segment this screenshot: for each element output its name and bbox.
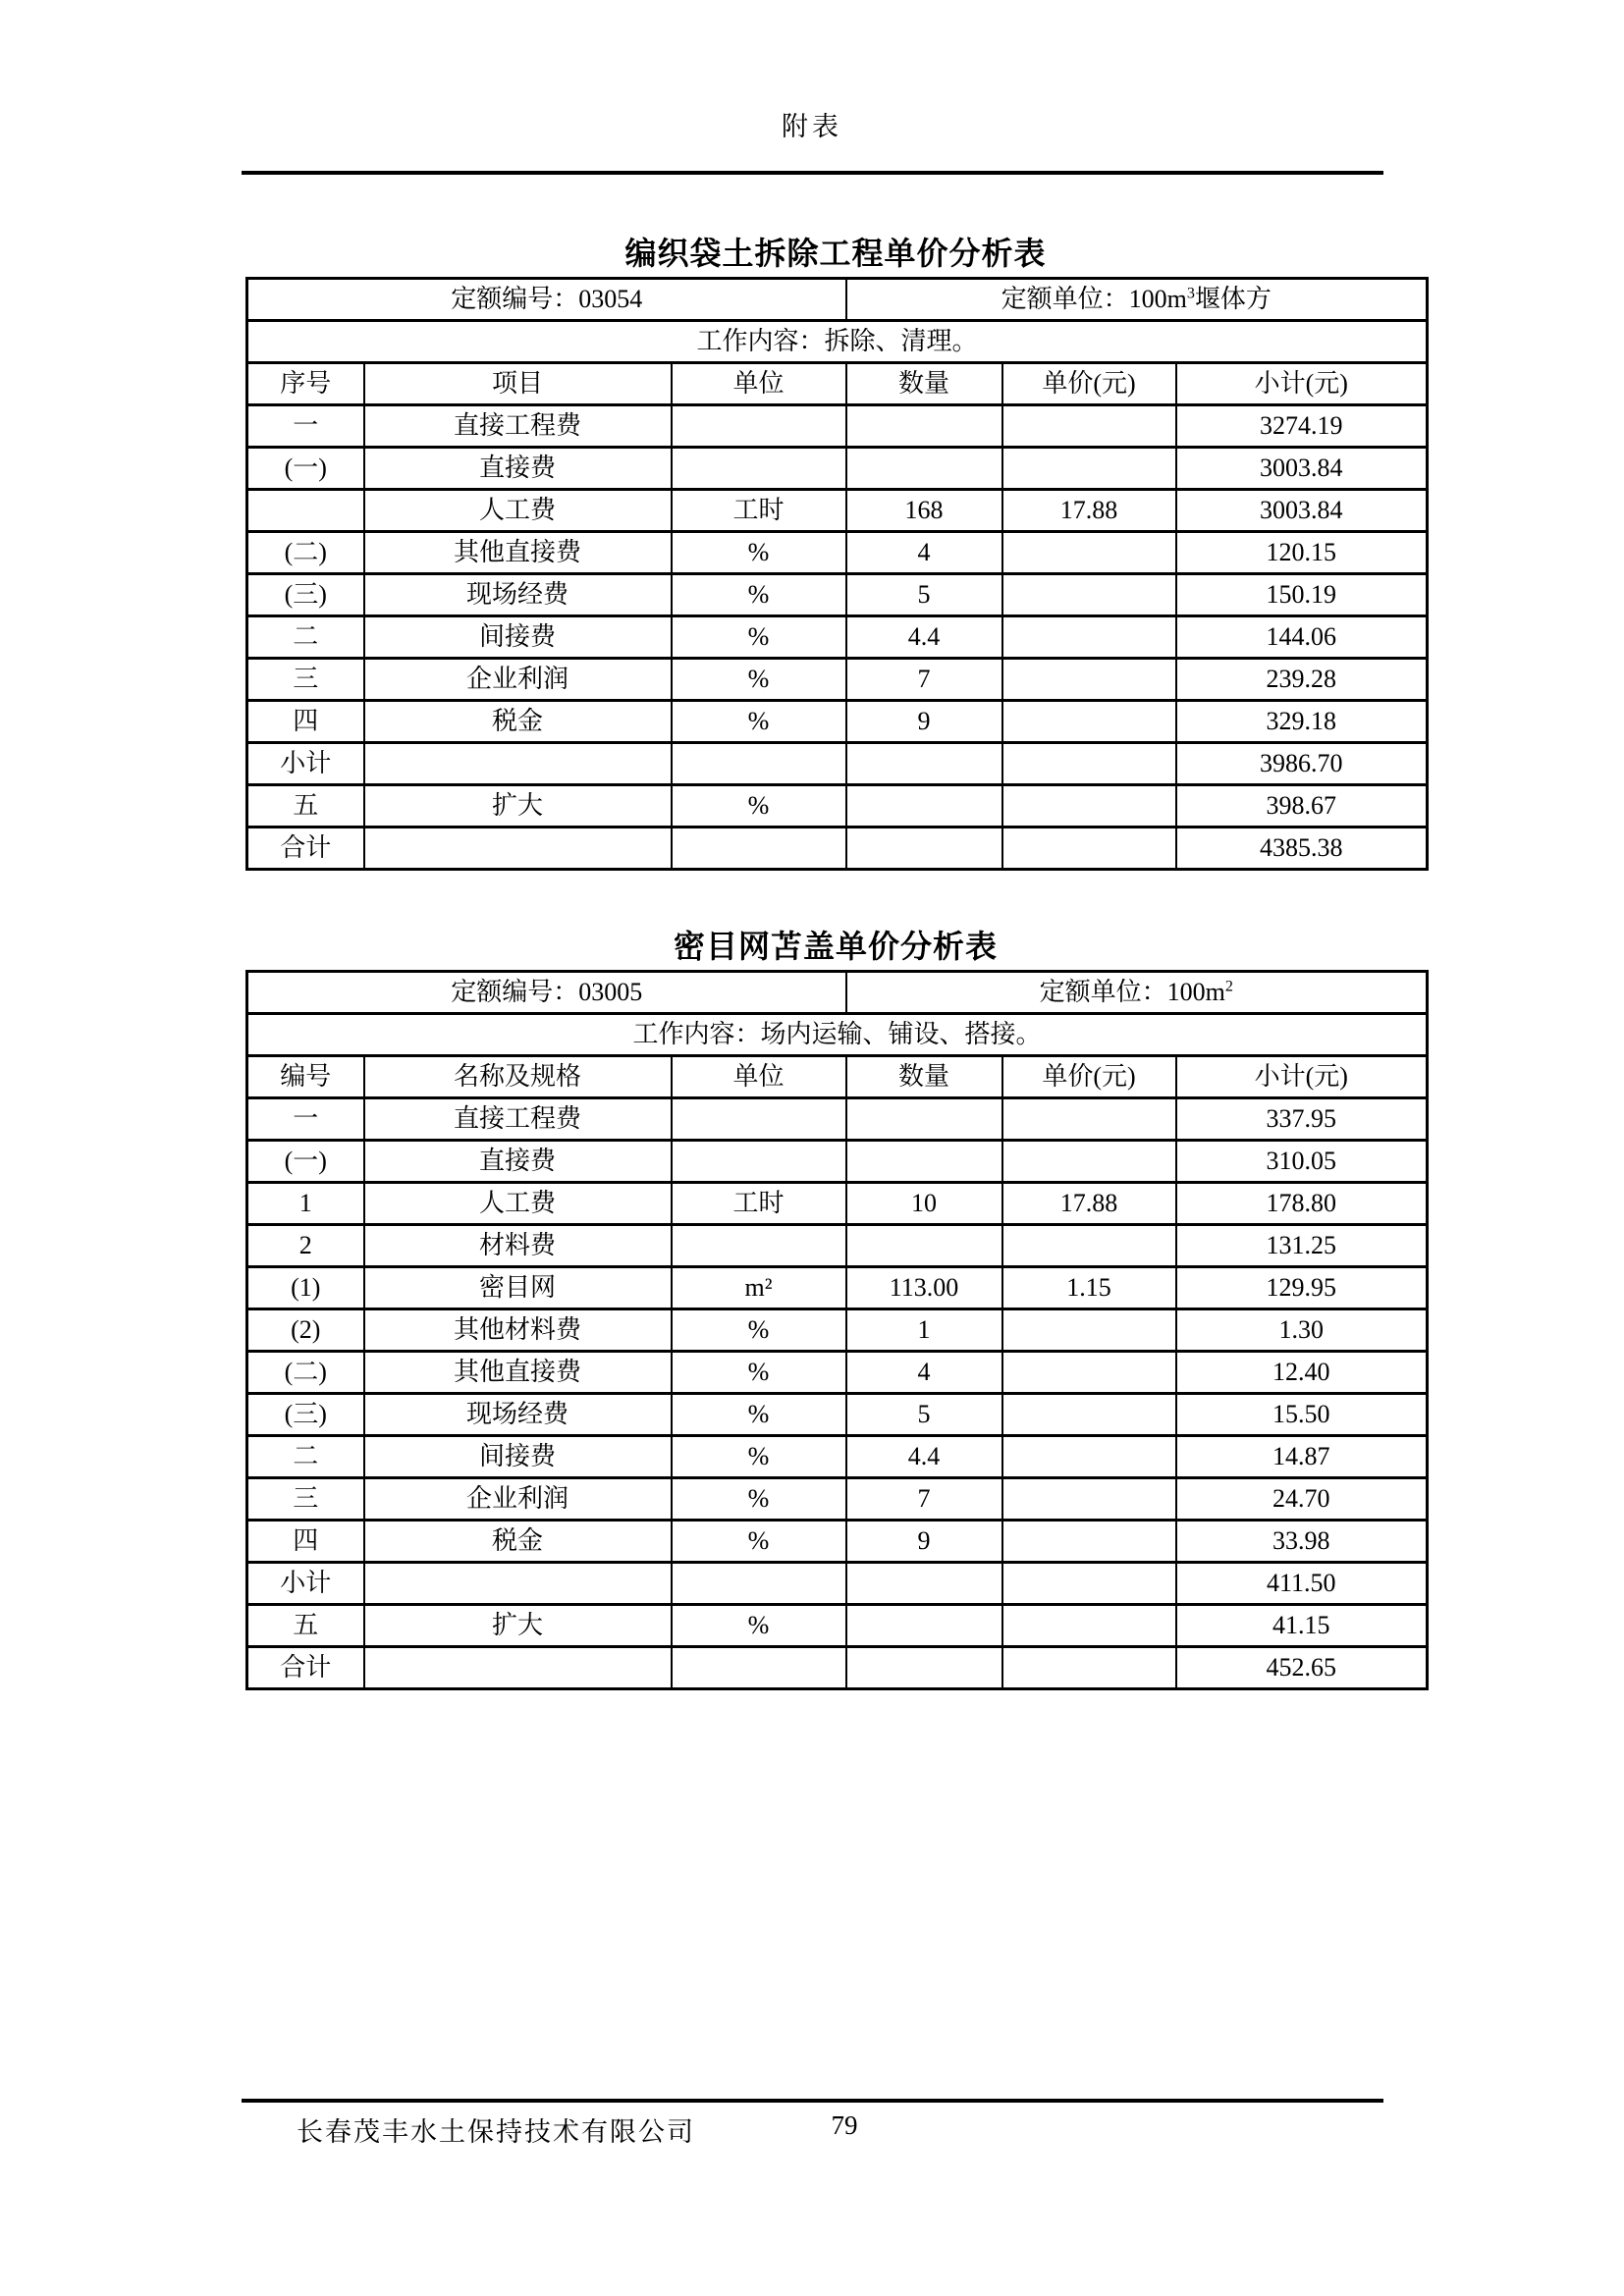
- quota-number-label: 定额编号：: [451, 285, 579, 313]
- table-cell: [1002, 1605, 1176, 1647]
- work-content-value: 场内运输、铺设、搭接。: [760, 1020, 1042, 1048]
- table-cell: [846, 1225, 1002, 1267]
- table-cell: [846, 1647, 1002, 1689]
- quota-meta-row: [247, 972, 1428, 1014]
- table-cell: 三: [247, 1478, 364, 1521]
- table-cell: %: [672, 701, 846, 743]
- table-row: [247, 1183, 1428, 1225]
- table-cell: [672, 1647, 846, 1689]
- table-cell: %: [672, 1521, 846, 1563]
- table-cell: 168: [846, 490, 1002, 532]
- page-header: [0, 112, 1624, 141]
- table-cell: 其他材料费: [364, 1309, 672, 1352]
- table-cell: [364, 743, 672, 785]
- work-content-row: [247, 1014, 1428, 1056]
- table-cell: 人工费: [364, 490, 672, 532]
- table-cell: [1002, 1098, 1176, 1141]
- table-cell: 直接工程费: [364, 405, 672, 448]
- table-cell: 411.50: [1176, 1563, 1428, 1605]
- footer-company-name: 长春茂丰水土保持技术有限公司: [297, 2117, 695, 2147]
- table-cell: 五: [247, 1605, 364, 1647]
- footer-rule: [242, 2099, 1383, 2103]
- quota-unit-value: 100m: [1166, 978, 1225, 1006]
- table-cell: 一: [247, 1098, 364, 1141]
- table-cell: 小计: [247, 1563, 364, 1605]
- table-cell: [1002, 532, 1176, 574]
- table-cell: 131.25: [1176, 1225, 1428, 1267]
- table-cell: (二): [247, 1352, 364, 1394]
- table-cell: 1: [846, 1309, 1002, 1352]
- table-cell: 15.50: [1176, 1394, 1428, 1436]
- table-cell: 3986.70: [1176, 743, 1428, 785]
- table-cell: 337.95: [1176, 1098, 1428, 1141]
- table-cell: 税金: [364, 701, 672, 743]
- table-cell: %: [672, 1352, 846, 1394]
- table-cell: [846, 785, 1002, 828]
- table-cell: 7: [846, 659, 1002, 701]
- table-cell: (一): [247, 448, 364, 490]
- quota-unit-cell: [846, 279, 1428, 321]
- table-cell: [672, 1098, 846, 1141]
- table-row: [247, 405, 1428, 448]
- table-row: [247, 1309, 1428, 1352]
- table-cell: 合计: [247, 828, 364, 870]
- work-content-label: 工作内容：: [696, 327, 825, 355]
- table-cell: 二: [247, 1436, 364, 1478]
- table-cell: 144.06: [1176, 616, 1428, 659]
- table-cell: 2: [247, 1225, 364, 1267]
- work-content-label: 工作内容：: [632, 1020, 761, 1048]
- unit-price-analysis-table-1: [245, 277, 1429, 871]
- table-cell: 直接工程费: [364, 1098, 672, 1141]
- table-cell: 329.18: [1176, 701, 1428, 743]
- quota-unit-superscript: 2: [1224, 978, 1233, 995]
- table-cell: 41.15: [1176, 1605, 1428, 1647]
- work-content-value: 拆除、清理。: [824, 327, 978, 355]
- table-cell: [1002, 785, 1176, 828]
- table-cell: [1002, 1352, 1176, 1394]
- table-row: [247, 1267, 1428, 1309]
- table-cell: [364, 1647, 672, 1689]
- table-cell: [672, 1563, 846, 1605]
- table-cell: [1002, 1521, 1176, 1563]
- table-cell: 150.19: [1176, 574, 1428, 616]
- table-cell: 9: [846, 701, 1002, 743]
- table-cell: 33.98: [1176, 1521, 1428, 1563]
- table-cell: 5: [846, 574, 1002, 616]
- table-cell: [846, 405, 1002, 448]
- table-cell: 14.87: [1176, 1436, 1428, 1478]
- table-cell: (2): [247, 1309, 364, 1352]
- quota-number-value: 03005: [578, 978, 643, 1006]
- table-cell: %: [672, 659, 846, 701]
- table-cell: (二): [247, 532, 364, 574]
- table2-title: 密目网苫盖单价分析表: [673, 929, 998, 964]
- table-cell: %: [672, 785, 846, 828]
- table-cell: 一: [247, 405, 364, 448]
- table-cell: (一): [247, 1141, 364, 1183]
- table-cell: %: [672, 1478, 846, 1521]
- table-cell: [1002, 1141, 1176, 1183]
- table-cell: 4.4: [846, 1436, 1002, 1478]
- table-cell: %: [672, 616, 846, 659]
- quota-meta-row: [247, 279, 1428, 321]
- table-cell: 工时: [672, 1183, 846, 1225]
- table-cell: 扩大: [364, 785, 672, 828]
- table-cell: %: [672, 1605, 846, 1647]
- table1-title: 编织袋土拆除工程单价分析表: [624, 236, 1047, 271]
- table-cell: (三): [247, 574, 364, 616]
- table-row: [247, 1352, 1428, 1394]
- table-cell: 452.65: [1176, 1647, 1428, 1689]
- table-cell: 129.95: [1176, 1267, 1428, 1309]
- column-header: 数量: [846, 363, 1002, 405]
- column-header: 数量: [846, 1056, 1002, 1098]
- table-cell: 现场经费: [364, 1394, 672, 1436]
- table-cell: 398.67: [1176, 785, 1428, 828]
- table-cell: %: [672, 1436, 846, 1478]
- quota-unit-label: 定额单位：: [1001, 285, 1129, 313]
- table-cell: 小计: [247, 743, 364, 785]
- table-cell: [1002, 448, 1176, 490]
- table-cell: 310.05: [1176, 1141, 1428, 1183]
- table-cell: [364, 828, 672, 870]
- table-row: [247, 1098, 1428, 1141]
- column-header: 单价(元): [1002, 363, 1176, 405]
- table-cell: 10: [846, 1183, 1002, 1225]
- table-cell: 3274.19: [1176, 405, 1428, 448]
- column-header: 单位: [672, 363, 846, 405]
- table-row: [247, 616, 1428, 659]
- table-cell: [247, 490, 364, 532]
- table-cell: 五: [247, 785, 364, 828]
- table-cell: 现场经费: [364, 574, 672, 616]
- table-cell: 工时: [672, 490, 846, 532]
- table-cell: 直接费: [364, 448, 672, 490]
- table-cell: [1002, 616, 1176, 659]
- table-cell: [672, 1141, 846, 1183]
- table-cell: [672, 405, 846, 448]
- quota-number-label: 定额编号：: [451, 978, 579, 1006]
- table-cell: %: [672, 1309, 846, 1352]
- table-cell: 4: [846, 1352, 1002, 1394]
- table-cell: [1002, 659, 1176, 701]
- table-cell: 17.88: [1002, 1183, 1176, 1225]
- table-row: [247, 701, 1428, 743]
- table-row: [247, 828, 1428, 870]
- table-cell: [846, 743, 1002, 785]
- table-cell: [846, 1563, 1002, 1605]
- table1-body: [247, 405, 1428, 870]
- table-row: [247, 785, 1428, 828]
- table-cell: 材料费: [364, 1225, 672, 1267]
- quota-number-cell: [247, 972, 846, 1014]
- quota-unit-label: 定额单位：: [1039, 978, 1167, 1006]
- table-cell: [1002, 1647, 1176, 1689]
- table-cell: 其他直接费: [364, 1352, 672, 1394]
- table-cell: (1): [247, 1267, 364, 1309]
- table-cell: [846, 1098, 1002, 1141]
- table-cell: 密目网: [364, 1267, 672, 1309]
- table-row: [247, 1225, 1428, 1267]
- header-rule: [242, 171, 1383, 175]
- table-cell: 17.88: [1002, 490, 1176, 532]
- table-row: [247, 1478, 1428, 1521]
- table-cell: [672, 1225, 846, 1267]
- table-row: [247, 1141, 1428, 1183]
- table-cell: [1002, 1225, 1176, 1267]
- table-cell: %: [672, 574, 846, 616]
- table-cell: 企业利润: [364, 1478, 672, 1521]
- table-cell: 二: [247, 616, 364, 659]
- table-cell: 三: [247, 659, 364, 701]
- table-cell: [846, 448, 1002, 490]
- table-cell: 四: [247, 1521, 364, 1563]
- table-cell: [1002, 1478, 1176, 1521]
- table-cell: [1002, 405, 1176, 448]
- table-row: [247, 532, 1428, 574]
- table-cell: 4: [846, 532, 1002, 574]
- table-cell: m²: [672, 1267, 846, 1309]
- quota-unit-suffix: 堰体方: [1194, 285, 1272, 313]
- work-content-cell: [247, 1014, 1428, 1056]
- table-cell: 合计: [247, 1647, 364, 1689]
- table-row: [247, 574, 1428, 616]
- column-header-row: [247, 363, 1428, 405]
- column-header: 项目: [364, 363, 672, 405]
- table-cell: 113.00: [846, 1267, 1002, 1309]
- table-row: [247, 1563, 1428, 1605]
- table-cell: [1002, 1309, 1176, 1352]
- table-cell: [846, 1605, 1002, 1647]
- table-cell: [672, 448, 846, 490]
- table-cell: [1002, 1563, 1176, 1605]
- table-cell: 9: [846, 1521, 1002, 1563]
- table-row: [247, 1436, 1428, 1478]
- table-cell: 四: [247, 701, 364, 743]
- page-header-label: 附表: [782, 112, 842, 141]
- quota-unit-superscript: 3: [1186, 285, 1195, 302]
- table-cell: (三): [247, 1394, 364, 1436]
- table-cell: 4385.38: [1176, 828, 1428, 870]
- column-header: 单位: [672, 1056, 846, 1098]
- table-cell: 直接费: [364, 1141, 672, 1183]
- quota-number-value: 03054: [578, 285, 643, 313]
- work-content-row: [247, 321, 1428, 363]
- page-number: 79: [831, 2110, 858, 2140]
- table-cell: [846, 1141, 1002, 1183]
- table-row: [247, 1521, 1428, 1563]
- unit-price-analysis-table-2: [245, 970, 1429, 1690]
- column-header: 单价(元): [1002, 1056, 1176, 1098]
- table-cell: 239.28: [1176, 659, 1428, 701]
- column-header: 小计(元): [1176, 363, 1428, 405]
- quota-unit-value: 100m: [1128, 285, 1187, 313]
- table-cell: %: [672, 1394, 846, 1436]
- column-header: 编号: [247, 1056, 364, 1098]
- table-cell: [1002, 828, 1176, 870]
- column-header: 名称及规格: [364, 1056, 672, 1098]
- table-section-1: [245, 236, 1426, 871]
- table-cell: 12.40: [1176, 1352, 1428, 1394]
- table-cell: 24.70: [1176, 1478, 1428, 1521]
- table-cell: 1.15: [1002, 1267, 1176, 1309]
- table-cell: 税金: [364, 1521, 672, 1563]
- table-cell: 其他直接费: [364, 532, 672, 574]
- table-cell: 人工费: [364, 1183, 672, 1225]
- table-cell: 企业利润: [364, 659, 672, 701]
- table-cell: [1002, 701, 1176, 743]
- quota-number-cell: [247, 279, 846, 321]
- table-cell: 1.30: [1176, 1309, 1428, 1352]
- table-cell: 178.80: [1176, 1183, 1428, 1225]
- table-cell: 1: [247, 1183, 364, 1225]
- table-cell: 间接费: [364, 1436, 672, 1478]
- table-row: [247, 743, 1428, 785]
- table-cell: 4.4: [846, 616, 1002, 659]
- table-section-2: [245, 929, 1426, 1690]
- table2-body: [247, 1098, 1428, 1689]
- table-cell: [1002, 1436, 1176, 1478]
- table-cell: [1002, 743, 1176, 785]
- table-row: [247, 1647, 1428, 1689]
- table-cell: 5: [846, 1394, 1002, 1436]
- table-cell: 120.15: [1176, 532, 1428, 574]
- table-cell: [1002, 574, 1176, 616]
- table-row: [247, 1394, 1428, 1436]
- column-header-row: [247, 1056, 1428, 1098]
- table-cell: 7: [846, 1478, 1002, 1521]
- table-cell: 3003.84: [1176, 490, 1428, 532]
- column-header: 小计(元): [1176, 1056, 1428, 1098]
- work-content-cell: [247, 321, 1428, 363]
- table-cell: %: [672, 532, 846, 574]
- table-row: [247, 448, 1428, 490]
- quota-unit-cell: [846, 972, 1428, 1014]
- table-row: [247, 1605, 1428, 1647]
- table-row: [247, 659, 1428, 701]
- column-header: 序号: [247, 363, 364, 405]
- table-row: [247, 490, 1428, 532]
- table-cell: 间接费: [364, 616, 672, 659]
- table-cell: [846, 828, 1002, 870]
- table-cell: [1002, 1394, 1176, 1436]
- table-cell: [672, 743, 846, 785]
- table-cell: [364, 1563, 672, 1605]
- table-cell: [672, 828, 846, 870]
- table-cell: 3003.84: [1176, 448, 1428, 490]
- table-cell: 扩大: [364, 1605, 672, 1647]
